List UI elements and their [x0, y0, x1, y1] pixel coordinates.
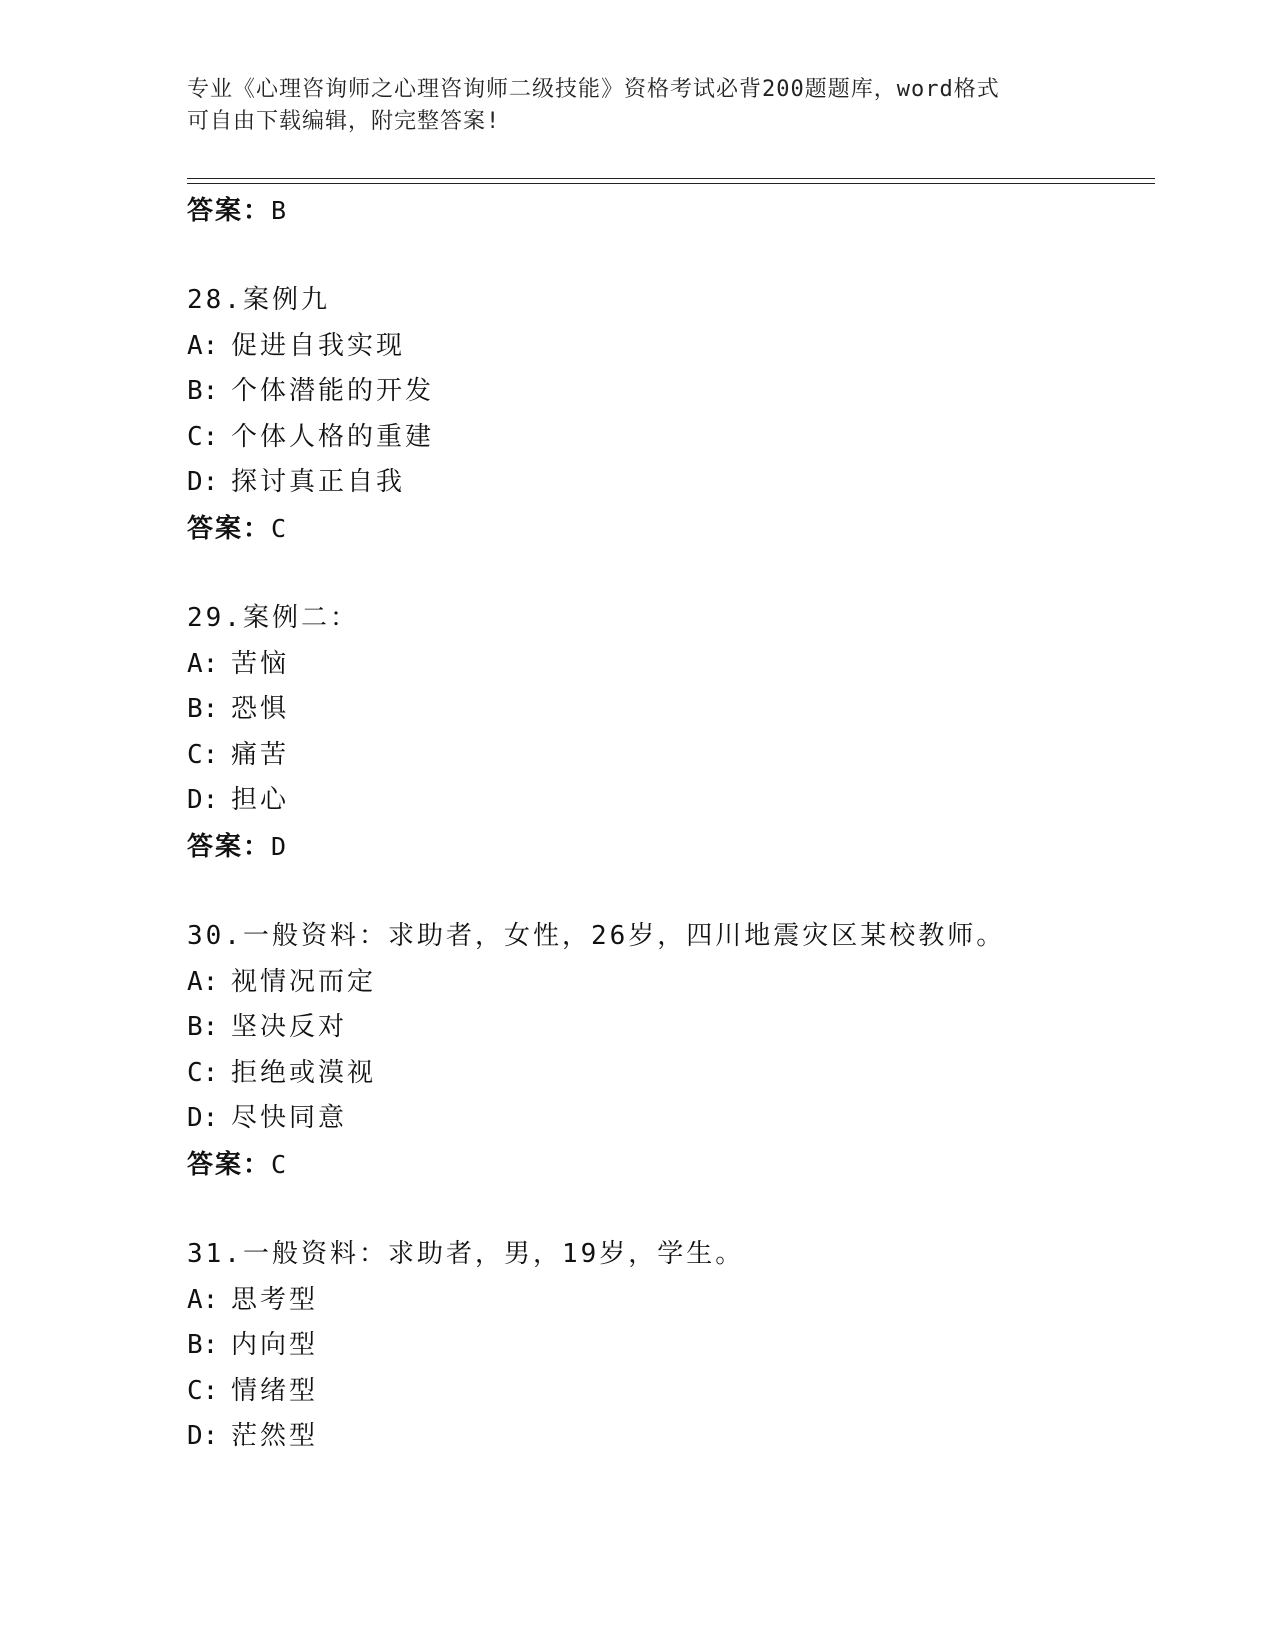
- option-text: 痛苦: [231, 739, 290, 770]
- question-option: [187, 460, 1155, 506]
- option-text: 促进自我实现: [231, 330, 406, 361]
- option-key: D:: [187, 467, 219, 498]
- question-stem: 28.案例九: [187, 285, 330, 315]
- answer-line: [187, 506, 1155, 552]
- option-key: C:: [187, 739, 219, 770]
- question-option: [187, 642, 1155, 688]
- answer-value: C: [271, 513, 287, 543]
- question-option: [187, 733, 1155, 779]
- option-key: D:: [187, 1421, 219, 1452]
- answer-label: 答案：: [187, 831, 272, 862]
- option-key: C:: [187, 421, 219, 452]
- question-option: [187, 1278, 1155, 1324]
- option-text: 内向型: [231, 1330, 319, 1361]
- option-text: 担心: [231, 785, 290, 816]
- option-text: 苦恼: [231, 648, 290, 679]
- question-option: [187, 1369, 1155, 1415]
- header-title-line-1: 专业《心理咨询师之心理咨询师二级技能》资格考试必背200题题库，word格式: [187, 77, 1000, 102]
- question-option: [187, 960, 1155, 1006]
- question-option: [187, 324, 1155, 370]
- option-text: 情绪型: [231, 1375, 319, 1406]
- answer-value: B: [271, 196, 287, 225]
- question-option: [187, 1005, 1155, 1051]
- option-key: A:: [187, 966, 219, 997]
- question-list: [187, 188, 1155, 1460]
- header-divider-top: [187, 178, 1155, 179]
- option-key: B:: [187, 376, 219, 407]
- question-spacer: [187, 552, 1155, 596]
- option-text: 探讨真正自我: [231, 467, 406, 498]
- option-key: C:: [187, 1375, 219, 1406]
- question-option: [187, 415, 1155, 461]
- option-key: A:: [187, 1284, 219, 1315]
- answer-line: [187, 188, 1155, 234]
- option-key: B:: [187, 694, 219, 725]
- option-key: D:: [187, 785, 219, 816]
- header-title-line-2: 可自由下载编辑，附完整答案!: [187, 109, 501, 134]
- option-text: 个体人格的重建: [231, 421, 435, 452]
- answer-value: D: [271, 831, 287, 861]
- option-text: 个体潜能的开发: [231, 376, 435, 407]
- question-option: [187, 1051, 1155, 1097]
- answer-value: C: [271, 1149, 287, 1179]
- question-option: [187, 687, 1155, 733]
- answer-line: [187, 824, 1155, 870]
- question-option: [187, 1323, 1155, 1369]
- option-key: D:: [187, 1103, 219, 1134]
- question-stem: 31.一般资料：求助者，男，19岁，学生。: [187, 1238, 745, 1269]
- answer-label: 答案：: [187, 513, 272, 544]
- answer-line: [187, 1142, 1155, 1188]
- option-key: B:: [187, 1012, 219, 1043]
- option-text: 坚决反对: [231, 1012, 348, 1043]
- question-spacer: [187, 870, 1155, 914]
- option-text: 拒绝或漠视: [231, 1057, 377, 1088]
- question-stem: 30.一般资料：求助者，女性，26岁，四川地震灾区某校教师。: [187, 920, 1006, 951]
- option-text: 恐惧: [231, 694, 290, 725]
- document-header: [187, 74, 1087, 138]
- option-text: 思考型: [231, 1284, 319, 1315]
- question-spacer: [187, 1188, 1155, 1232]
- option-text: 视情况而定: [231, 966, 377, 997]
- question-stem: 29.案例二：: [187, 602, 359, 633]
- option-text: 尽快同意: [231, 1103, 348, 1134]
- question-spacer: [187, 234, 1155, 278]
- question-option: [187, 778, 1155, 824]
- answer-label: 答案：: [187, 196, 272, 226]
- question-option: [187, 369, 1155, 415]
- option-key: A:: [187, 330, 219, 361]
- option-text: 茫然型: [231, 1421, 319, 1452]
- header-divider-bottom: [187, 183, 1155, 184]
- option-key: A:: [187, 648, 219, 679]
- answer-label: 答案：: [187, 1149, 272, 1180]
- question-option: [187, 1096, 1155, 1142]
- question-option: [187, 1414, 1155, 1460]
- option-key: B:: [187, 1330, 219, 1361]
- option-key: C:: [187, 1057, 219, 1088]
